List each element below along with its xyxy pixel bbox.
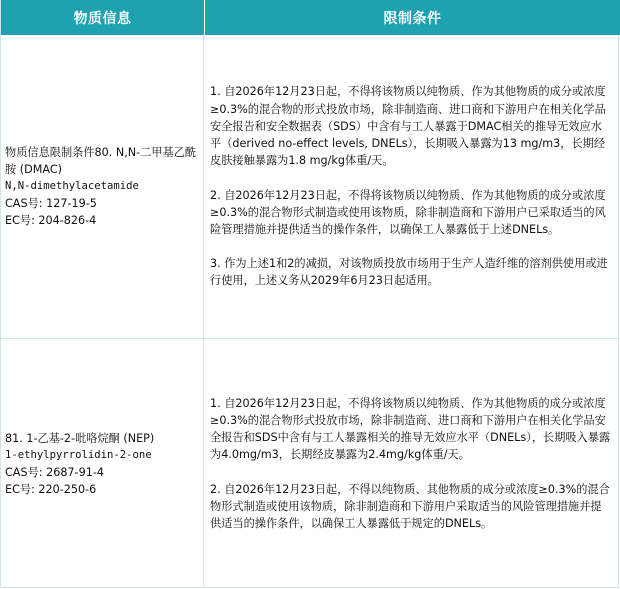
- table-header: [1, 0, 620, 35]
- condition-paragraph: 3. 作为上述1和2的减损，对该物质投放市场用于生产人造纤维的溶剂供使用或进行使用，上述义务从2029年6月23日起适用。: [210, 257, 608, 288]
- cas-number: CAS号: 2687-91-4: [5, 465, 104, 479]
- cas-number: CAS号: 127-19-5: [5, 197, 97, 210]
- conditions-cell: [204, 339, 620, 588]
- header-restriction-conditions: 限制条件: [205, 0, 620, 35]
- substance-cell: [1, 35, 204, 338]
- header-substance-info: 物质信息: [1, 0, 205, 35]
- conditions-cell: [204, 35, 620, 338]
- condition-paragraph: 1. 自2026年12月23日起，不得将该物质以纯物质、作为其他物质的成分或浓度≥0.3%的混合物的形式投放市场，除非制造商、进口商和下游用户在相关化学品安全报告和安全数据表（SDS）中含有与工人暴露于DMAC相关的推导无效应水平（derived no-effect levels, DNELs），长期吸入暴露为13 mg/m3，长期经皮肤接触暴露为1.8 mg/kg体重/天。: [210, 85, 606, 168]
- substance-cell: [1, 339, 204, 588]
- condition-paragraph: 2. 自2026年12月23日起，不得以纯物质、其他物质的成分或浓度≥0.3%的混合物形式制造或使用该物质，除非制造商和下游用户采取适当的风险管理措施并提供适当的操作条件，以确保工人暴露低于规定的DNELs。: [210, 482, 610, 530]
- ec-number: EC号: 220-250-6: [5, 482, 97, 496]
- condition-paragraph: 1. 自2026年12月23日起，不得将该物质以纯物质、作为其他物质的成分或浓度≥0.3%的混合物形式投放市场，除非制造商、进口商和下游用户在相关化学品安全报告和SDS中含有与工人暴露相关的推导无效应水平（DNELs），长期吸入暴露为4.0mg/m3，长期经皮暴露为2.4mg/kg体重/天。: [210, 396, 611, 462]
- substance-name: 物质信息限制条件80. N,N-二甲基乙酰胺 (DMAC): [5, 146, 197, 176]
- substance-english-name: N,N-dimethylacetamide: [5, 180, 139, 192]
- table-row: [1, 339, 620, 588]
- substance-english-name: 1-ethylpyrrolidin-2-one: [5, 448, 152, 461]
- substance-name: 81. 1-乙基-2-吡咯烷酮 (NEP): [5, 431, 155, 445]
- condition-paragraph: 2. 自2026年12月23日起，不得将该物质以纯物质、作为其他物质的成分或浓度≥0.3%的混合物形式制造或使用该物质，除非制造商和下游用户已采取适当的风险管理措施并提供适当的操作条件，以确保工人暴露低于上述DNELs。: [210, 188, 606, 236]
- table-row: [1, 35, 620, 339]
- ec-number: EC号: 204-826-4: [5, 214, 97, 227]
